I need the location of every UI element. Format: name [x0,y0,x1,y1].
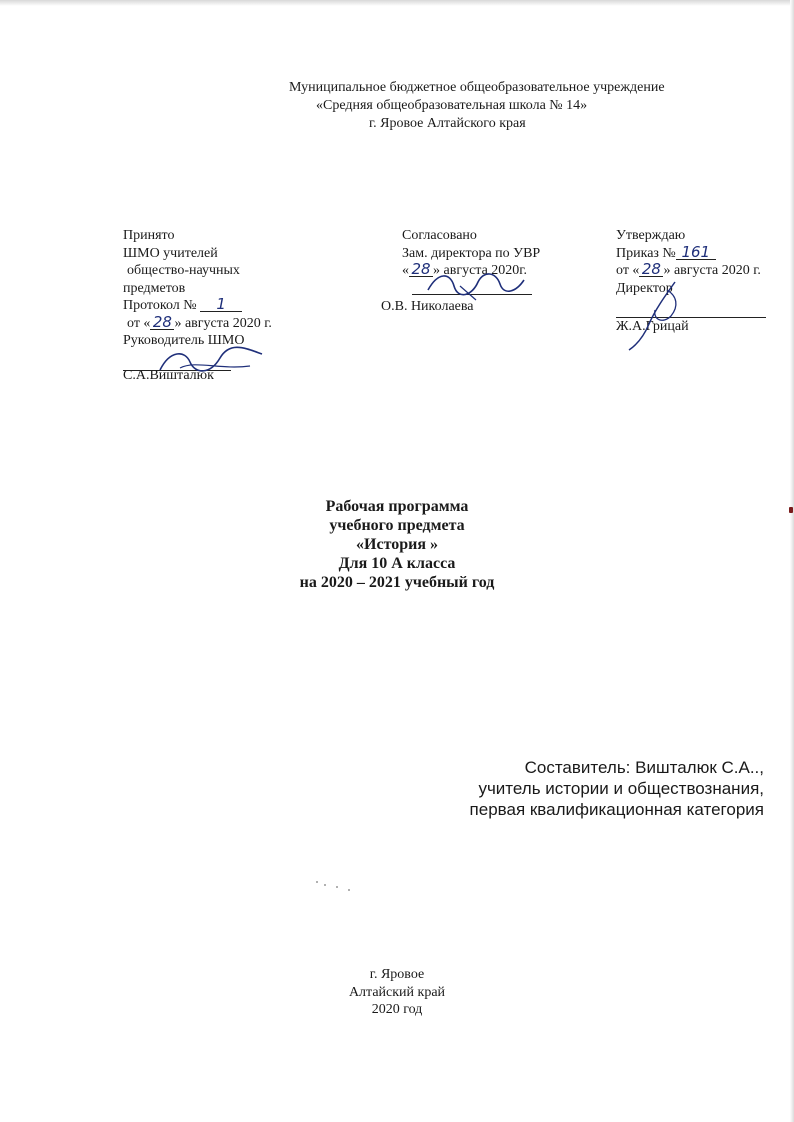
school-type-line: Муниципальное бюджетное общеобразовательное учреждение [289,80,665,95]
accepted-line-1: ШМО учителей [123,245,218,261]
accepted-line-2: общество-научных [127,263,240,278]
title-subject: «История » [356,536,438,553]
director-label: Директор [616,280,673,296]
author-line-3: первая квалификационная категория [469,800,764,819]
school-city-line: г. Яровое Алтайского края [369,116,526,131]
date-day: 28 [639,262,663,277]
approved-order [616,242,761,263]
date-suffix: » августа 2020г. [433,263,527,278]
scan-speck [789,507,793,513]
title-class: Для 10 А класса [338,555,456,572]
date-suffix: » августа 2020 г. [663,263,761,278]
protocol-number: 1 [200,297,242,312]
footer-block [0,966,794,1019]
title-line-1: Рабочая программа [325,498,469,515]
handwritten-signature-vishtalyuk [150,340,270,380]
date-day: 28 [409,262,433,277]
protocol-label: Протокол № [123,298,197,313]
agreed-title: Согласовано [402,228,477,243]
author-block [344,757,764,820]
accepted-line-3: предметов [123,280,186,296]
head-label: Руководитель ШМО [123,333,245,348]
scan-speck [324,884,326,886]
date-day: 28 [150,315,174,330]
author-line-2: учитель истории и обществознания, [478,779,764,798]
school-name-line: «Средняя общеобразовательная школа № 14» [316,98,588,113]
order-label: Приказ № [616,245,676,261]
scan-speck [316,881,318,883]
footer-region: Алтайский край [348,984,446,1000]
date-prefix: от « [616,263,640,278]
author-line-1: Составитель: Вишталюк С.А.., [524,758,764,777]
head-name: С.А.Вишталюк [123,367,214,383]
handwritten-signature-gritsay [615,276,695,356]
title-year: на 2020 – 2021 учебный год [299,574,495,591]
date-suffix: » августа 2020 г. [174,315,272,331]
order-number: 161 [676,245,716,260]
title-line-2: учебного предмета [329,517,465,534]
footer-year: 2020 год [371,1002,423,1017]
accepted-protocol [123,297,272,315]
document-title-block [0,497,794,592]
date-prefix: от « [127,315,151,331]
accepted-date [123,312,272,333]
director-name: Ж.А.Грицай [616,319,689,334]
agreed-line-1: Зам. директора по УВР [402,245,541,261]
agreed-name: О.В. Николаева [381,299,474,314]
date-prefix: « [402,263,409,278]
page-edge-shadow [0,0,794,6]
approved-title: Утверждаю [616,228,686,243]
footer-city: г. Яровое [369,967,425,982]
handwritten-signature-nikolaeva [420,266,530,306]
accepted-title: Принято [123,228,175,243]
scan-speck [336,886,338,888]
scan-speck [348,889,350,891]
